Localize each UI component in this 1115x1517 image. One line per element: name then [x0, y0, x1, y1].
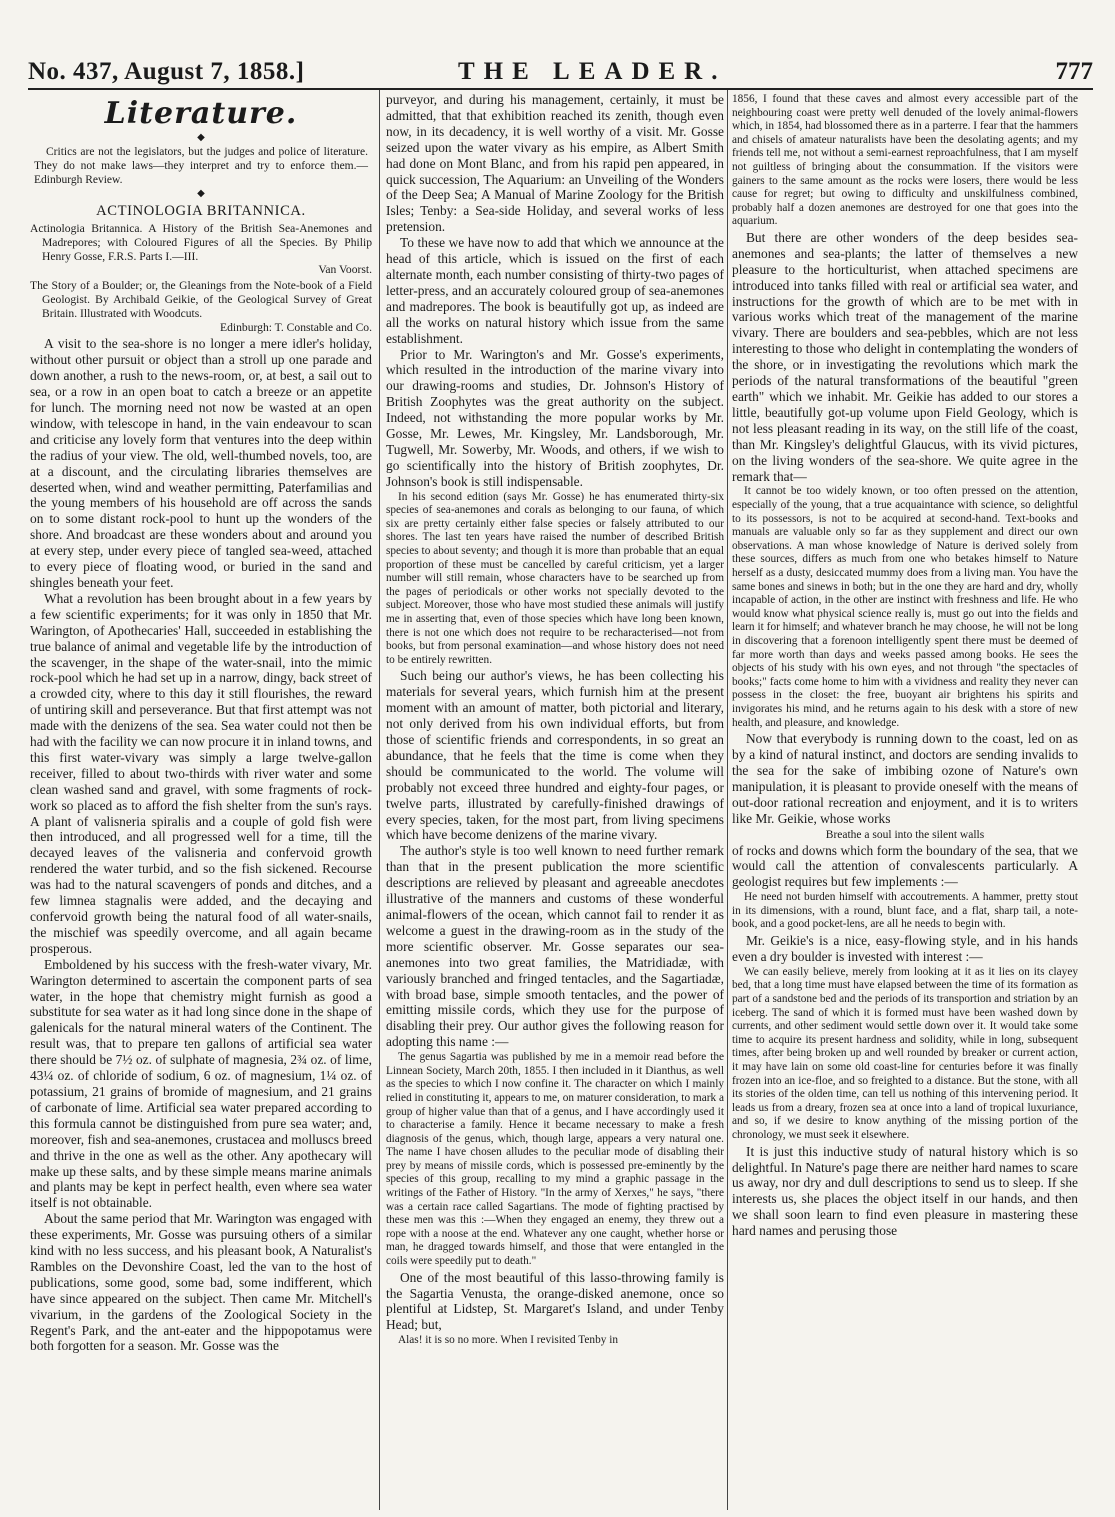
- book-entry: [30, 222, 372, 277]
- paper-title: THE LEADER.: [458, 58, 727, 85]
- ornament-icon: ◆: [197, 132, 205, 143]
- paragraph: Now that everybody is running down to the coast, led on as by a kind of natural instinct, and doctors are sending invalids to the sea for the sake of imbibing ozone of Nature's own manipulation, it is pleasant to provide oneself with the means of out-door rational recreation and enjoyment, and it is to writers like Mr. Geikie, whose works: [732, 731, 1078, 826]
- paragraph: About the same period that Mr. Warington was engaged with these experiments, Mr. Gosse was pursuing others of a similar kind with no less success, and his pleasant book, A Naturalist's Rambles on the Devonshire Coast, led the van to the host of publications, some good, some bad, some indifferent, which have since appeared on the subject. Then came Mr. Mitchell's vivarium, in the gardens of the Zoological Society in the Regent's Park, and the ant-eater and the hippopotamus were both forgotten for a season. Mr. Gosse was the: [30, 1211, 372, 1354]
- column-1: [30, 92, 372, 1512]
- book-description: The Story of a Boulder; or, the Gleanings from the Note-book of a Field Geologist. By Archibald Geikie, of the Geological Survey of Great Britain. Illustrated with Woodcuts.: [30, 279, 372, 320]
- paragraph: To these we have now to add that which we announce at the head of this article, which is issued on the first of each alternate month, each number consisting of thirty-two pages of letter-press, and an accurately coloured group of sea-anemones and madrepores. The book is beautifully got up, as indeed are all the works on natural history which issue from the same establishment.: [386, 235, 724, 346]
- paragraph: Emboldened by his success with the fresh-water vivary, Mr. Warington determined to ascertain the component parts of sea water, in the hope that chemistry might furnish as good a substitute for sea water as it had long since done in the shape of galenicals for the natural mineral waters of the Continent. The result was, that to prepare ten gallons of artificial sea water there should be 7½ oz. of sulphate of magnesia, 2¾ oz. of lime, 43¼ oz. of chloride of sodium, 6 oz. of magnesium, 1¼ oz. of potassium, 21 grains of bromide of magnesium, and 21 grains of carbonate of lime. Artificial sea water prepared according to this formula cannot be distinguished from pure sea water; and, moreover, fish and sea-anemones, crustacea and molluscs breed and thrive in the one as well as the other. Any apothecary will make up these salts, and by these simple means marine animals and plants may be kept in perfect health, even where sea water itself is not obtainable.: [30, 956, 372, 1211]
- book-description: Actinologia Britannica. A History of the British Sea-Anemones and Madrepores; with Coloured Figures of all the Species. By Philip Henry Gosse, F.R.S. Parts I.—III.: [30, 222, 372, 263]
- block-quote: He need not burden himself with accoutrements. A hammer, pretty stout in its dimensions, with a round, blunt face, and a flat, sharp tail, a note-book, and a good pocket-lens, are all he needs to begin with.: [732, 891, 1078, 931]
- column-divider: [379, 90, 380, 1510]
- paragraph: of rocks and downs which form the boundary of the sea, that we would call the attention of convalescents particularly. A geologist requires but few implements :—: [732, 842, 1078, 890]
- column-2: [386, 92, 724, 1512]
- book-publisher: Edinburgh: T. Constable and Co.: [220, 320, 372, 334]
- motto: Critics are not the legislators, but the judges and police of literature. They do not make laws—they interpret and try to enforce them.—Edinburgh Review.: [34, 146, 368, 186]
- paragraph: What a revolution has been brought about in a few years by a few scientific experiments; for it was only in 1850 that Mr. Warington, of Apothecaries' Hall, succeeded in establishing the true balance of animal and vegetable life by the introduction of the scavenger, in the shape of the water-snail, into the mimic rock-pool which he had set up in a narrow, dingy, back street of a crowded city, where to this day it still flourishes, the reward of untiring skill and perseverance. But that first attempt was not made with the denizens of the sea. Sea water could not then be had with the facility we can now procure it in inland towns, and this first water-vivary was simply a large twelve-gallon receiver, filled to about two-thirds with river water and some clean washed sand and gravel, with some fragments of rock-work so placed as to afford the fish shelter from the sun's rays. A plant of valisneria spiralis and a couple of gold fish were then introduced, and all progressed well for a time, till the decayed leaves of the valisneria and confervoid growth rendered the water turbid, and so the fish sickened. Recourse was had to the natural scavengers of ponds and ditches, and a few limnea stagnalis were added, and the decaying and confervoid growth being the natural food of all water-snails, the mischief was speedily overcome, and all again became prosperous.: [30, 590, 372, 956]
- paragraph: A visit to the sea-shore is no longer a mere idler's holiday, without other pursuit or object than a stroll up one parade and down another, a rush to the news-room, or, at best, a sail out to sea, or a row in an open boat to catch a breeze or an appetite for lunch. The morning need not now be wasted at an open window, with telescope in hand, in the vain endeavour to scan and criticise any lovely form that ventures into the deep within the radius of your view. The old, well-thumbed novels, too, are at a discount, and the circulating libraries themselves are deserted when, wind and weather permitting, Paterfamilias and the young members of his household are off across the sands on to some distant rock-pool to hunt up the wonders of the shore. And broadcast are these wonders about and around you at every step, under every piece of tangled sea-weed, attached to every piece of floating wood, or buried in the sand and shingles beneath your feet.: [30, 336, 372, 590]
- block-quote: 1856, I found that these caves and almost every accessible part of the neighbouring coast were pretty well denuded of the lovely animal-flowers which, in 1854, had blossomed there as in a parterre. I fear that the hammers and chisels of amateur naturalists have been the desolating agents; and my friends tell me, not without a semi-earnest reproachfulness, that I am myself not guiltless of bringing about the consummation. If the visitors were gainers to the same amount as the rocks were losers, there would be less cause for regret; but owing to difficulty and unskilfulness combined, probably half a dozen anemones are destroyed for one that goes into the aquarium.: [732, 93, 1078, 228]
- section-heading: Literature.: [104, 96, 298, 131]
- block-quote: It cannot be too widely known, or too often pressed on the attention, especially of the young, that a true acquaintance with science, so delightful to its possessors, is not to be acquired at second-hand. Text-books and manuals are valuable only so far as they supplement and direct our own observations. A man whose knowledge of Nature is derived solely from these sources, differs as much from one who betakes himself to Nature herself as a dusty, desiccated mummy does from a living man. You have the same bones and sinews in both; but in the one they are hard and dry, wholly incapable of action, in the other are instinct with freshness and life. He who would know what physical science really is, must go out into the fields and learn it for himself; and whatever branch he may choose, he will not be long in discovering that a forenoon intelligently spent there must be deemed of far more worth than days and weeks passed among books. He sees the objects of his study with his own eyes, and not through "the spectacles of books;" facts come home to him with a vividness and reality they never can possess in the closet: the free, buoyant air brightens his spirits and invigorates his mind, and he returns again to his desk with a store of new health, and pleasure, and knowledge.: [732, 485, 1078, 729]
- paragraph: But there are other wonders of the deep besides sea-anemones and sea-plants; the latter of themselves a new pleasure to the horticulturist, when attached specimens are introduced into tanks filled with real or artificial sea water, and instructions for the growth of which are to be met with in various works which treat of the management of the marine vivary. There are boulders and sea-pebbles, which are not less interesting to those who delight in contemplating the wonders of the shore, or in investigating the revolutions which mark the periods of the natural transformations of the beautiful "green earth" which we inhabit. Mr. Geikie has added to our stores a little, beautifully got-up volume upon Field Geology, which is not less pleasant reading in its way, on the still life of the coast, than Mr. Kingsley's delightful Glaucus, with its vivid pictures, on the living wonders of the sea-shore. We quite agree in the remark that—: [732, 229, 1078, 484]
- block-quote: Alas! it is so no more. When I revisited Tenby in: [398, 1334, 618, 1347]
- paragraph: One of the most beautiful of this lasso-throwing family is the Sagartia Venusta, the orange-disked anemone, once so plentiful at Lidstep, St. Margaret's Island, and under Tenby Head; but,: [386, 1269, 724, 1333]
- paragraph: Such being our author's views, he has been collecting his materials for several years, which furnish him at the present moment with an amount of matter, both pictorial and literary, not only derived from his own individual efforts, but from those of scientific friends and correspondents, in so great an abundance, that he feels that the time is come when they should be communicated to the world. The volume will probably not exceed three hundred and eighty-four pages, or twelve parts, illustrated by carefully-finished drawings of every species, taken, for the most part, from living specimens which have become denizens of the marine vivary.: [386, 668, 724, 843]
- masthead: [28, 58, 1093, 88]
- book-entry: [30, 279, 372, 334]
- block-quote: We can easily believe, merely from looking at it as it lies on its clayey bed, that a long time must have elapsed between the time of its formation as part of a sandstone bed and the periods of its transportion and striation by an iceberg. The sand of which it is formed must have been washed down by currents, and other sediment would settle down over it. It would take some time to acquire its present hardness and solidity, while in long, subsequent times, after being broken up and well rounded by breaker or current action, it may have lain on some old coast-line for centuries before it was finally frozen into an ice-floe, and so freighted to a distance. But the stone, with all its stories of the olden time, can tell us nothing of this intervening period. It leads us from a dreary, frozen sea at once into a land of tropical luxuriance, and so, if we desire to know anything of the missing portion of the chronology, we must seek it elsewhere.: [732, 965, 1078, 1141]
- block-quote: The genus Sagartia was published by me in a memoir read before the Linnean Society, March 20th, 1855. I then included in it Dianthus, as well as the species to which I now confine it. The character on which I mainly relied in constituting it, appears to me, on maturer consideration, to mark a group of higher value than that of a genus, and I have accordingly used it to characterise a family. Hence it became necessary to make a fresh diagnosis of the genus, which, though large, appears a very natural one. The name I have chosen alludes to the peculiar mode of disabling their prey by means of missile cords, which is possessed pre-eminently by the species of this group, recalling to my mind a graphic passage in the writings of the Father of History. "In the army of Xerxes," he says, "there was a certain race called Sagartians. The mode of fighting practised by these men was this :—When they engaged an enemy, they threw out a rope with a noose at the end. Whatever any one caught, whether horse or man, he dragged towards himself, and those that were entangled in the coils were speedily put to death.": [386, 1051, 724, 1268]
- article-title: ACTINOLOGIA BRITANNICA.: [96, 203, 306, 219]
- block-quote: In his second edition (says Mr. Gosse) he has enumerated thirty-six species of sea-anemones and corals as belonging to our fauna, of which six are pretty certainly either false species or falsely attributed to our shores. The last ten years have raised the number of described British species to about seventy; and though it is more than probable that an equal proportion of these must be cancelled by careful criticism, yet a larger number will still remain, whose characters have to be searched up from the pages of periodicals or other works not specially devoted to the subject. Moreover, those who have most studied these animals will justify me in asserting that, even of those species which have long been known, there is not one which does not require to be recharacterised—not from books, but from personal examination—and whose history does not need to be entirely rewritten.: [386, 490, 724, 666]
- column-3: [732, 92, 1078, 1512]
- paragraph: Mr. Geikie's is a nice, easy-flowing style, and in his hands even a dry boulder is invested with interest :—: [732, 933, 1078, 964]
- issue-date: No. 437, August 7, 1858.]: [28, 58, 305, 85]
- column-divider: [727, 90, 728, 1510]
- paragraph: Prior to Mr. Warington's and Mr. Gosse's experiments, which resulted in the introduction of the marine vivary into our drawing-rooms and studies, Dr. Johnson's History of British Zoophytes was the great authority on the subject. Indeed, not withstanding the more popular works by Mr. Gosse, Mr. Lewes, Mr. Kingsley, Mr. Landsborough, Mr. Tugwell, Mr. Sowerby, Mr. Woods, and others, if we wish to go scientifically into the history of British zoophytes, Dr. Johnson's book is still indispensable.: [386, 346, 724, 489]
- page-number: 777: [1055, 58, 1093, 85]
- verse-line: Breathe a soul into the silent walls: [825, 828, 985, 841]
- paragraph: The author's style is too well known to need further remark than that in the present publication the more scientific descriptions are relieved by pleasant and agreeable anecdotes illustrative of the manners and customs of these wonderful animal-flowers of the ocean, which cannot fail to render it as welcome a guest in the drawing-room as in the study of the more scientific observer. Mr. Gosse separates our sea-anemones into two great families, the Matridiadæ, with variously branched and fringed tentacles, and the Sagartiadæ, with broad base, simple smooth tentacles, and the power of emitting missile cords, which they use for the purpose of disabling their prey. Our author gives the following reason for adopting this name :—: [386, 843, 724, 1050]
- paragraph: purveyor, and during his management, certainly, it must be admitted, that that exhibition reached its zenith, though even now, in its decadency, it is well worthy of a visit. Mr. Gosse seized upon the water vivary as his empire, as Albert Smith had done on Mont Blanc, and from his rapid pen appeared, in quick succession, The Aquarium: an Unveiling of the Wonders of the Deep Sea; A Manual of Marine Zoology for the British Isles; Tenby: a Sea-side Holiday, and several works of less pretension.: [386, 92, 724, 235]
- paragraph: It is just this inductive study of natural history which is so delightful. In Nature's page there are neither hard names to scare us away, nor dry and dull descriptions to send us to sleep. If she interests us, she places the object itself in our hands, and then we shall soon learn to find even pleasure in mastering these hard names and perusing those: [732, 1143, 1078, 1239]
- header-rule: [28, 88, 1093, 90]
- book-publisher: Van Voorst.: [318, 263, 372, 277]
- ornament-icon: ◆: [197, 188, 205, 199]
